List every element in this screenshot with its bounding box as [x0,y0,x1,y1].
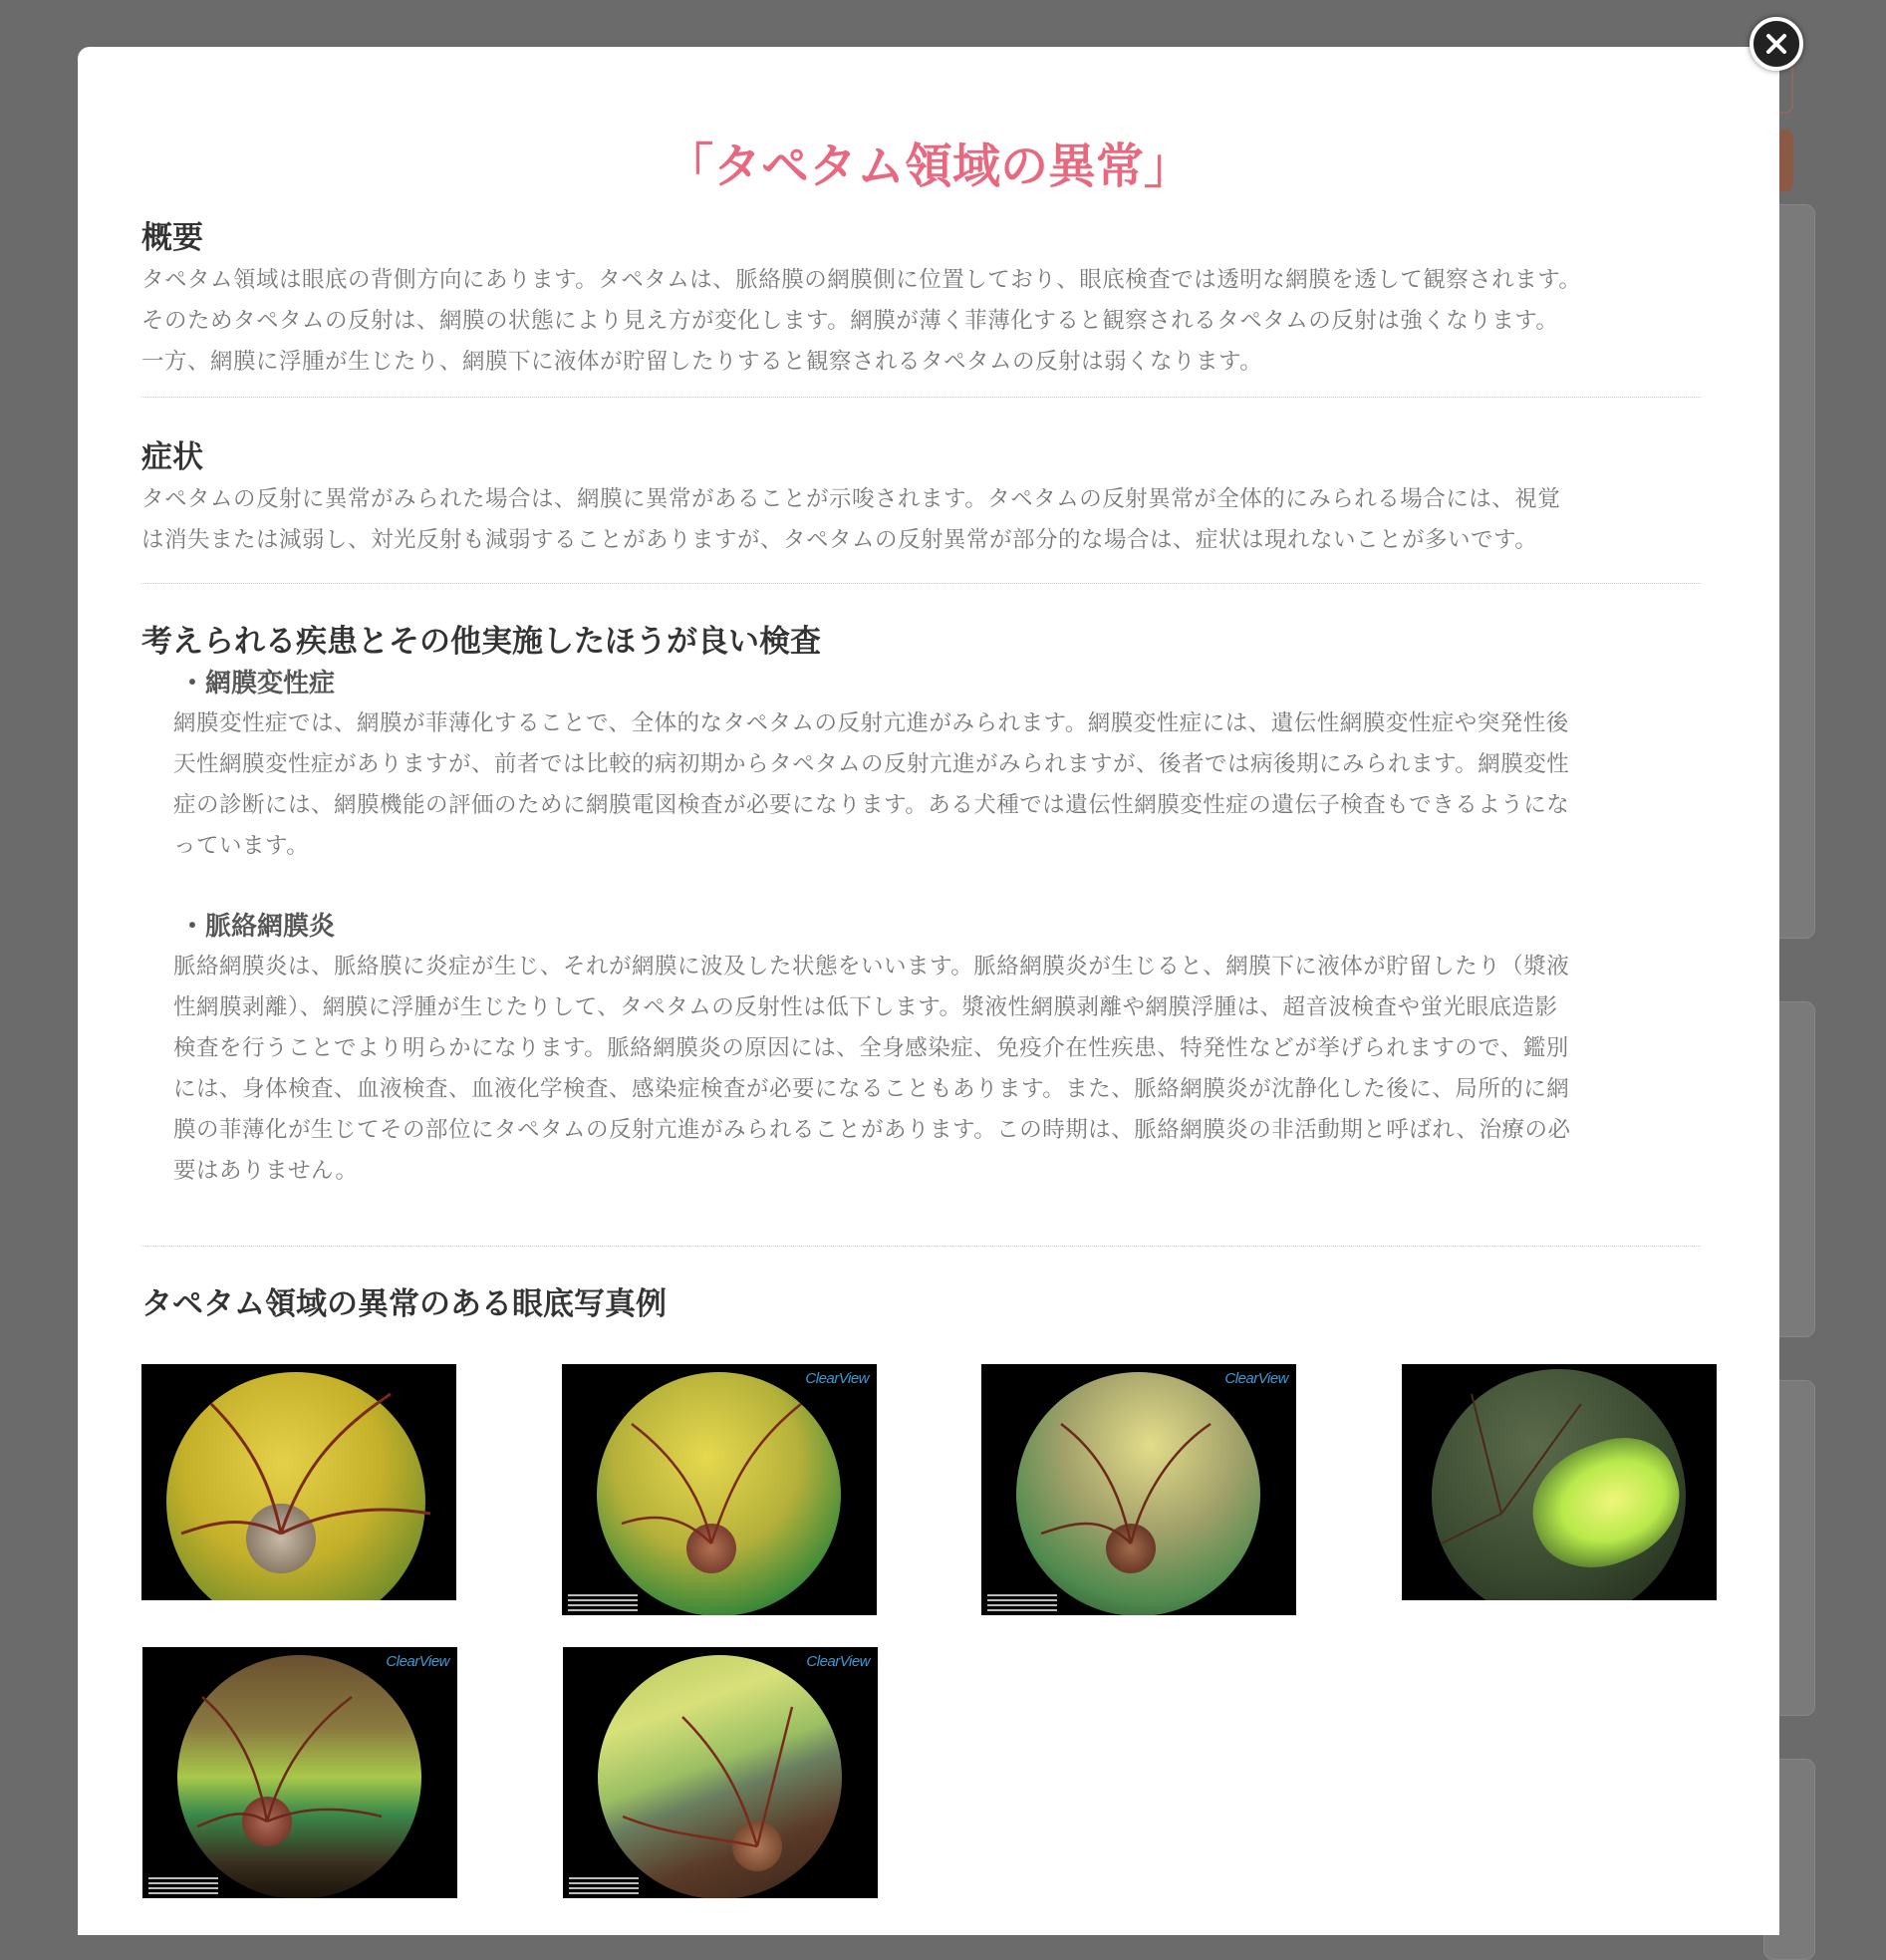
fundus-photo-5[interactable] [142,1647,457,1898]
symptoms-line: タペタムの反射に異常がみられた場合は、網膜に異常があることが示唆されます。タペタムの反射異常が全体的にみられる場合には、視覚 [141,486,1561,512]
overview-line: タペタム領域は眼底の背側方向にあります。タペタムは、脈絡膜の網膜側に位置しており、眼底検査では透明な網膜を透して観察されます。 [141,267,1582,293]
photo-metadata [987,1591,1057,1611]
symptoms-line: は消失または減弱し、対光反射も減弱することがありますが、タペタムの反射異常が部分的な場合は、症状は現れないことが多いです。 [141,527,1538,553]
fundus-photo-1[interactable] [141,1364,456,1600]
disease-title: ・脈絡網膜炎 [179,912,336,942]
fundus-photo-3[interactable] [981,1364,1296,1615]
disease-line: には、身体検査、血液検査、血液化学検査、感染症検査が必要になることもあります。また、脈絡網膜炎が沈静化した後に、局所的に網 [173,1076,1570,1102]
fundus-photo-2[interactable] [562,1364,877,1615]
section-heading: 概要 [141,220,203,256]
overview-line: 一方、網膜に浮腫が生じたり、網膜下に液体が貯留したりすると観察されるタペタムの反射は弱くなります。 [141,349,1263,375]
clearview-logo: ClearView [806,1653,870,1670]
section-heading: タペタム領域の異常のある眼底写真例 [141,1286,667,1322]
section-heading: 考えられる疾患とその他実施したほうが良い検査 [141,624,821,660]
disease-line: 天性網膜変性症がありますが、前者では比較的病初期からタペタムの反射亢進がみられますが、後者では病後期にみられます。網膜変性 [173,751,1570,777]
modal-title: 「タペタム領域の異常」 [665,139,1192,194]
disease-title: ・網膜変性症 [179,669,336,699]
clearview-logo: ClearView [386,1653,449,1670]
disease-line: っています。 [173,833,310,859]
disease-line: 膜の菲薄化が生じてその部位にタペタムの反射亢進がみられることがあります。この時期は、脈絡網膜炎の非活動期と呼ばれ、治療の必 [173,1117,1571,1143]
close-button[interactable] [1750,17,1803,71]
modal-content [141,127,1716,1922]
clearview-logo: ClearView [1224,1370,1288,1387]
section-overview [141,216,1716,397]
disease-line: 脈絡網膜炎は、脈絡膜に炎症が生じ、それが網膜に波及した状態をいいます。脈絡網膜炎が生じると、網膜下に液体が貯留したり（漿液 [173,954,1570,980]
section-symptoms [141,398,1716,583]
section-heading: 症状 [141,439,203,475]
overview-line: そのためタペタムの反射は、網膜の状態により見え方が変化します。網膜が薄く菲薄化すると観察されるタペタムの反射は強くなります。 [141,308,1559,334]
disease-line: 要はありません。 [173,1158,359,1184]
section-gallery [141,1247,1716,1922]
close-icon [1764,32,1788,56]
clearview-logo: ClearView [805,1370,869,1387]
photo-metadata [569,1874,639,1894]
disease-line: 性網膜剥離）、網膜に浮腫が生じたりして、タペタムの反射性は低下します。漿液性網膜剥離や網膜浮腫は、超音波検査や蛍光眼底造影 [173,994,1558,1020]
section-diseases [141,584,1716,1246]
fundus-photo-6[interactable] [563,1647,878,1898]
photo-metadata [568,1591,638,1611]
photo-gallery [141,1364,1716,1922]
fundus-photo-4[interactable] [1402,1364,1717,1600]
disease-line: 検査を行うことでより明らかになります。脈絡網膜炎の原因には、全身感染症、免疫介在性疾患、特発性などが挙げられますので、鑑別 [173,1035,1569,1061]
disease-line: 網膜変性症では、網膜が菲薄化することで、全体的なタペタムの反射亢進がみられます。網膜変性症には、遺伝性網膜変性症や突発性後 [173,710,1569,736]
photo-metadata [148,1874,218,1894]
disease-line: 症の診断には、網膜機能の評価のために網膜電図検査が必要になります。ある犬種では遺伝性網膜変性症の遺伝子検査もできるようにな [173,792,1570,818]
modal-dialog [78,47,1779,1935]
